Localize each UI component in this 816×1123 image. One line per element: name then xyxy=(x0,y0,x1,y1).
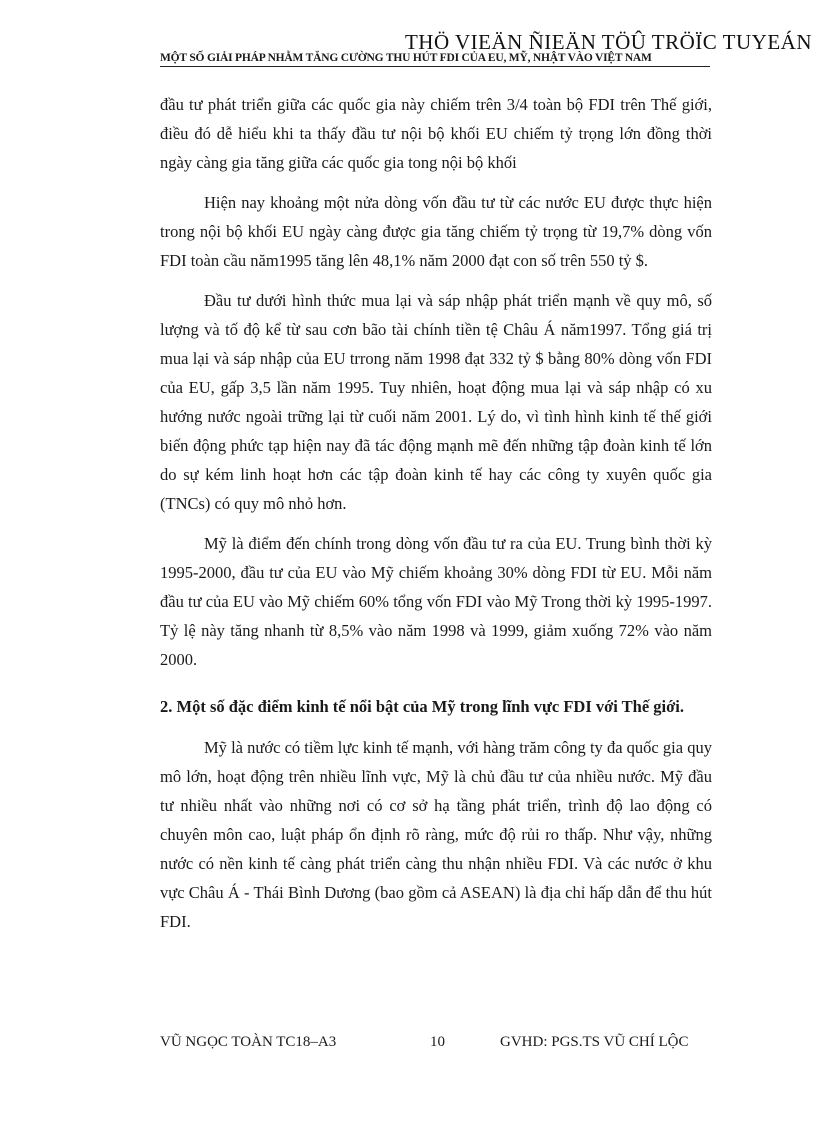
document-body xyxy=(160,90,712,947)
paragraph: Hiện nay khoảng một nửa dòng vốn đầu tư từ các nước EU được thực hiện trong nội bộ khối EU ngày càng được gia tăng chiếm tỷ trọng từ 19,7% dòng vốn FDI toàn cầu năm1995 tăng lên 48,1% năm 2000 đạt con số trên 550 tỷ $. xyxy=(160,193,712,270)
paragraph: đầu tư phát triển giữa các quốc gia này chiếm trên 3/4 toàn bộ FDI trên Thế giới, điều đó dễ hiểu khi ta thấy đầu tư nội bộ khối EU chiếm tỷ trọng lớn đồng thời ngày càng gia tăng giữa các quốc gia tong nội bộ khối xyxy=(160,95,712,172)
section-heading: 2. Một số đặc điểm kinh tế nổi bật của Mỹ trong lĩnh vực FDI với Thế giới. xyxy=(160,697,684,716)
watermark: THÖ VIEÄN ÑIEÄN TÖÛ TRÖÏC TUYEÁN xyxy=(404,30,812,54)
paragraph: Mỹ là nước có tiềm lực kinh tế mạnh, với hàng trăm công ty đa quốc gia quy mô lớn, hoạt động trên nhiều lĩnh vực, Mỹ là chủ đầu tư của nhiều nước. Mỹ đầu tư nhiều nhất vào những nơi có cơ sở hạ tầng phát triển, trình độ lao động có chuyên môn cao, luật pháp ổn định rõ ràng, mức độ rủi ro thấp. Như vậy, những nước có nền kinh tế càng phát triển càng thu nhận nhiều FDI. Và các nước ở khu vực Châu Á - Thái Bình Dương (bao gồm cả ASEAN) là địa chỉ hấp dẫn để thu hút FDI. xyxy=(160,738,712,931)
paragraph: Đầu tư dưới hình thức mua lại và sáp nhập phát triển mạnh về quy mô, số lượng và tố độ kể từ sau cơn bão tài chính tiền tệ Châu Á năm1997. Tổng giá trị mua lại và sáp nhập của EU trrong năm 1998 đạt 332 tỷ $ bằng 80% dòng vốn FDI của EU, gấp 3,5 lần năm 1995. Tuy nhiên, hoạt động mua lại và sáp nhập có xu hướng nước ngoài trững lại từ cuối năm 2001. Lý do, vì tình hình kinh tế thế giới biến động phức tạp hiện nay đã tác động mạnh mẽ đến những tập đoàn kinh tế lớn do sự kém linh hoạt hơn các tập đoàn kinh tế hay các công ty xuyên quốc gia (TNCs) có quy mô nhỏ hơn. xyxy=(160,291,712,513)
page-number: 10 xyxy=(430,1034,445,1050)
footer-author: VŨ NGỌC TOÀN TC18–A3 xyxy=(160,1034,337,1050)
footer-advisor: GVHD: PGS.TS VŨ CHÍ LỘC xyxy=(500,1034,689,1050)
running-header: MỘT SỐ GIẢI PHÁP NHẰM TĂNG CƯỜNG THU HÚT FDI CỦA EU, MỸ, NHẬT VÀO VIỆT NAM xyxy=(160,52,710,67)
paragraph: Mỹ là điểm đến chính trong dòng vốn đầu tư ra của EU. Trung bình thời kỳ 1995-2000, đầu tư của EU vào Mỹ chiếm khoảng 30% dòng FDI từ EU. Mỗi năm đầu tư của EU vào Mỹ chiếm 60% tổng vốn FDI vào Mỹ Trong thời kỳ 1995-1997. Tỷ lệ này tăng nhanh từ 8,5% vào năm 1998 và 1999, giảm xuống 72% vào năm 2000. xyxy=(160,534,712,669)
